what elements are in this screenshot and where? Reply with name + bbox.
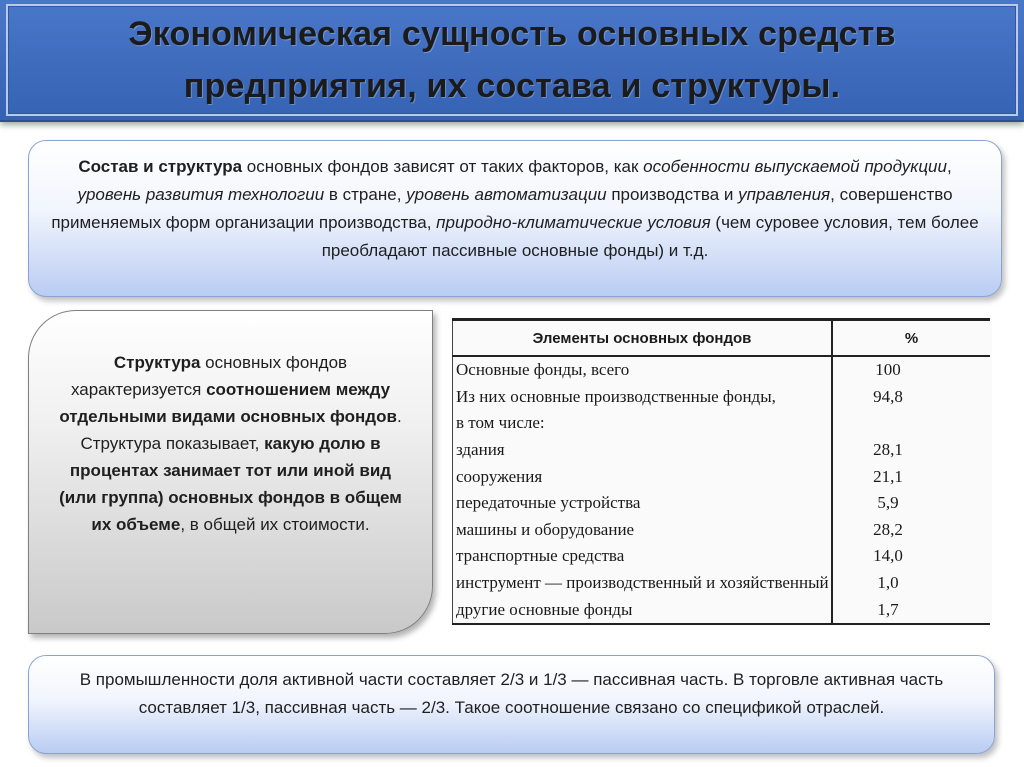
row-value: 94,8 bbox=[873, 386, 903, 406]
row-value: 14,0 bbox=[873, 546, 903, 566]
slide-title bbox=[0, 8, 1024, 112]
slide-title-bar bbox=[0, 0, 1024, 122]
header-elements: Элементы основных фондов bbox=[453, 320, 833, 357]
row-name: Из них основные производственные фонды, bbox=[453, 384, 833, 411]
row-value: 28,2 bbox=[873, 519, 903, 539]
factor-climate: природно-климатические условия bbox=[436, 213, 711, 232]
text-segment: , совершенство применяемых форм организации производства, bbox=[51, 185, 953, 232]
row-value: 1,0 bbox=[877, 573, 899, 593]
title-line-1: Экономическая сущность основных средств bbox=[128, 15, 896, 53]
table-row bbox=[453, 570, 991, 597]
industry-ratio-text: В промышленности доля активной части составляет 2/3 и 1/3 — пассивная часть. В торговле активная часть составляет 1/3, пассивная часть — 2/3. Такое соотношение связано со спецификой отраслей. bbox=[79, 670, 944, 717]
emphasis-ratio: соотношением между отдельными видами основных фондов bbox=[59, 380, 397, 426]
table-row bbox=[453, 596, 991, 624]
emphasis-share: какую долю в процентах занимает тот или иной вид (или группа) основных фондов в общем их объеме bbox=[59, 434, 402, 534]
title-line-2: предприятия, их состава и структуры. bbox=[183, 67, 841, 105]
industry-ratio-box bbox=[28, 655, 995, 754]
text-segment: (чем суровее условия, тем более преобладают пассивные основные фонды) и т.д. bbox=[321, 213, 979, 260]
row-value: 21,1 bbox=[873, 466, 903, 486]
row-name: Основные фонды, всего bbox=[453, 356, 833, 384]
table-row bbox=[453, 543, 991, 570]
table-row bbox=[453, 410, 991, 437]
row-name: другие основные фонды bbox=[453, 596, 833, 624]
table-row bbox=[453, 356, 991, 384]
row-value: 100 bbox=[875, 360, 901, 380]
structure-definition-box bbox=[28, 310, 433, 634]
table-header-row bbox=[453, 320, 991, 357]
row-name: в том числе: bbox=[453, 410, 833, 437]
row-name: транспортные средства bbox=[453, 543, 833, 570]
header-percent: % bbox=[832, 320, 990, 357]
row-name: машины и оборудование bbox=[453, 517, 833, 544]
term-composition: Состав и структура bbox=[78, 157, 243, 176]
factor-product: особенности выпускаемой продукции bbox=[643, 157, 947, 176]
text-segment: , bbox=[946, 157, 952, 176]
row-name: передаточные устройства bbox=[453, 490, 833, 517]
table-row bbox=[453, 490, 991, 517]
text-segment: основных фондов характеризуется bbox=[70, 353, 348, 399]
structure-definition-text bbox=[53, 349, 408, 538]
row-value: 1,7 bbox=[832, 596, 990, 624]
row-name: сооружения bbox=[453, 463, 833, 490]
factor-automation: уровень автоматизации bbox=[406, 185, 607, 204]
text-segment: в стране, bbox=[324, 185, 407, 204]
row-value: 28,1 bbox=[873, 440, 903, 460]
table-row bbox=[453, 437, 991, 464]
text-segment: . Структура показывает, bbox=[80, 407, 402, 453]
composition-factors-text bbox=[51, 153, 979, 265]
text-segment: , в общей их стоимости. bbox=[180, 515, 370, 534]
text-segment: основных фондов зависят от таких факторов, как bbox=[242, 157, 644, 176]
term-structure: Структура bbox=[113, 353, 201, 372]
factor-management: управления bbox=[738, 185, 831, 204]
row-value bbox=[832, 410, 990, 437]
fixed-assets-table bbox=[452, 318, 990, 625]
factor-technology: уровень развития технологии bbox=[77, 185, 325, 204]
composition-factors-box bbox=[28, 140, 1002, 297]
row-value: 5,9 bbox=[877, 493, 899, 513]
row-name: здания bbox=[453, 437, 833, 464]
table-row bbox=[453, 384, 991, 411]
fixed-assets-table-image bbox=[452, 318, 992, 623]
table-row bbox=[453, 517, 991, 544]
table-row bbox=[453, 463, 991, 490]
text-segment: производства и bbox=[606, 185, 739, 204]
row-name: инструмент — производственный и хозяйственный bbox=[453, 570, 833, 597]
